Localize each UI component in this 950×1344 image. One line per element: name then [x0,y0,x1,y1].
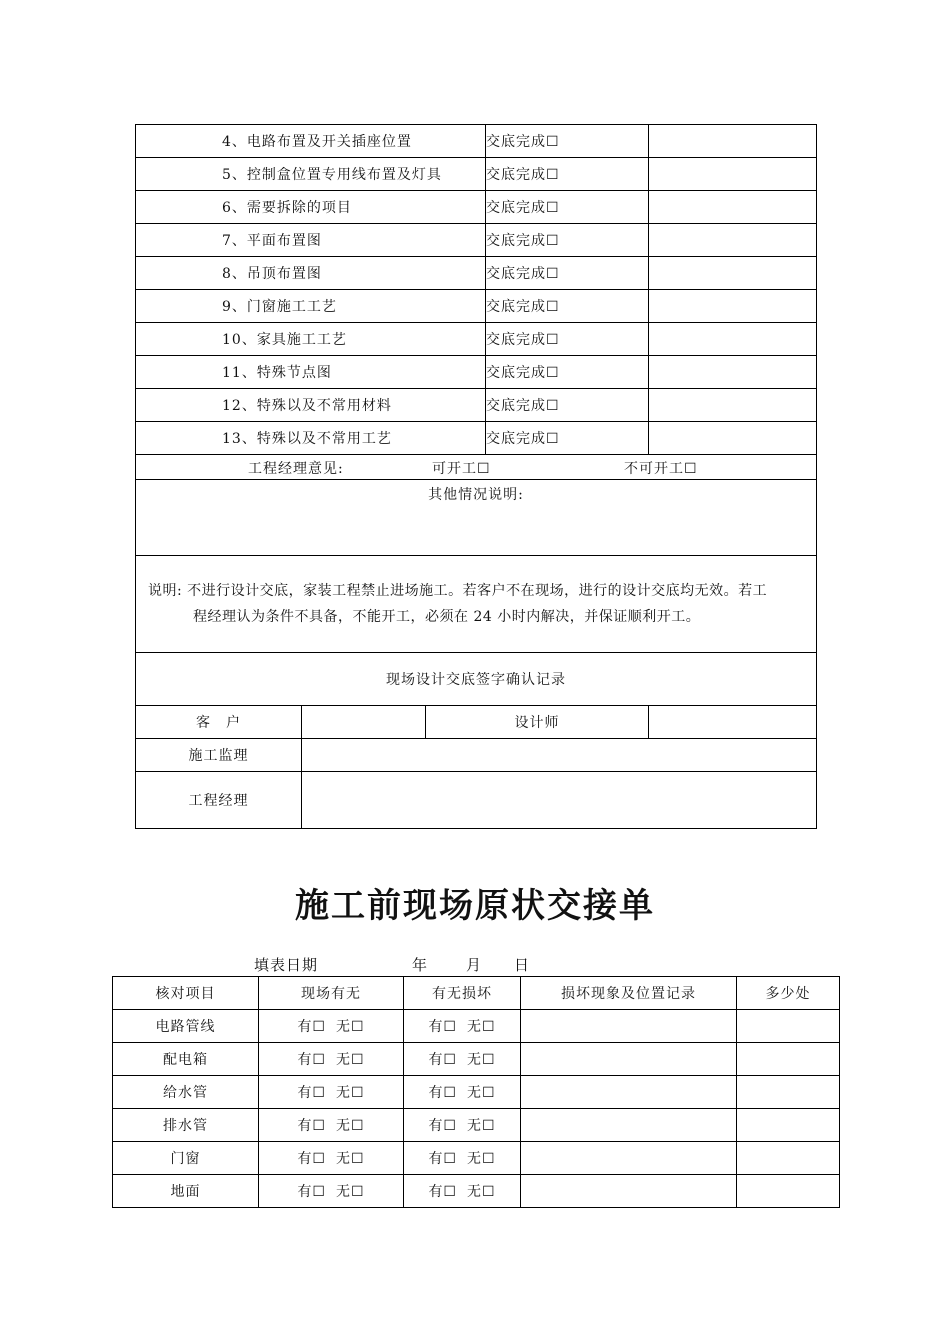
briefing-note-line-1: 说明: 不进行设计交底，家装工程禁止进场施工。若客户不在现场，进行的设计交底均无效。若工 [148,583,768,599]
briefing-item-row [136,422,817,455]
briefing-item-row [136,224,817,257]
signature-title-row [136,653,817,706]
damage-yes-checkbox[interactable]: 有☐ [428,1151,457,1167]
designer-label: 设计师 [426,706,649,739]
briefing-item-row [136,257,817,290]
other-notes-field[interactable] [136,480,817,556]
damage-no-checkbox[interactable]: 无☐ [467,1184,496,1200]
count-field[interactable] [737,1109,840,1142]
briefing-item-row [136,290,817,323]
briefing-remark-cell[interactable] [649,290,817,323]
handover-item-label: 电路管线 [113,1010,259,1043]
briefing-remark-cell[interactable] [649,257,817,290]
handover-row [113,1109,840,1142]
briefing-item-label: 7、平面布置图 [136,224,486,257]
count-field[interactable] [737,1175,840,1208]
briefing-remark-cell[interactable] [649,422,817,455]
customer-signature-field[interactable] [302,706,426,739]
briefing-item-row [136,158,817,191]
briefing-status-checkbox[interactable]: 交底完成☐ [486,323,649,356]
briefing-item-label: 6、需要拆除的项目 [136,191,486,224]
briefing-status-checkbox[interactable]: 交底完成☐ [486,422,649,455]
handover-item-label: 排水管 [113,1109,259,1142]
handover-table [112,976,840,1208]
count-field[interactable] [737,1010,840,1043]
can-start-checkbox[interactable]: 可开工☐ [432,461,491,477]
count-field[interactable] [737,1142,840,1175]
cannot-start-checkbox[interactable]: 不可开工☐ [624,461,698,477]
briefing-status-checkbox[interactable]: 交底完成☐ [486,158,649,191]
briefing-status-checkbox[interactable]: 交底完成☐ [486,191,649,224]
handover-title: 施工前现场原状交接单 [295,886,655,926]
briefing-remark-cell[interactable] [649,158,817,191]
header-check-item: 核对项目 [113,977,259,1010]
briefing-item-label: 11、特殊节点图 [136,356,486,389]
damage-record-field[interactable] [521,1010,737,1043]
damage-no-checkbox[interactable]: 无☐ [467,1151,496,1167]
supervisor-label: 施工监理 [136,739,302,772]
exists-yes-checkbox[interactable]: 有☐ [297,1052,326,1068]
header-damaged: 有无损坏 [404,977,521,1010]
signature-row-manager [136,772,817,829]
briefing-item-row [136,191,817,224]
briefing-status-checkbox[interactable]: 交底完成☐ [486,125,649,158]
damage-no-checkbox[interactable]: 无☐ [467,1052,496,1068]
manager-label: 工程经理 [136,772,302,829]
briefing-status-checkbox[interactable]: 交底完成☐ [486,356,649,389]
briefing-remark-cell[interactable] [649,389,817,422]
exists-no-checkbox[interactable]: 无☐ [336,1118,365,1134]
handover-item-label: 配电箱 [113,1043,259,1076]
handover-header-row [113,977,840,1010]
exists-yes-checkbox[interactable]: 有☐ [297,1184,326,1200]
signature-section-title: 现场设计交底签字确认记录 [136,653,817,706]
briefing-status-checkbox[interactable]: 交底完成☐ [486,290,649,323]
handover-item-label: 门窗 [113,1142,259,1175]
exists-no-checkbox[interactable]: 无☐ [336,1019,365,1035]
handover-row [113,1076,840,1109]
damage-record-field[interactable] [521,1142,737,1175]
signature-row-supervisor [136,739,817,772]
briefing-status-checkbox[interactable]: 交底完成☐ [486,389,649,422]
briefing-remark-cell[interactable] [649,323,817,356]
damage-yes-checkbox[interactable]: 有☐ [428,1019,457,1035]
briefing-status-checkbox[interactable]: 交底完成☐ [486,257,649,290]
handover-item-label: 地面 [113,1175,259,1208]
exists-yes-checkbox[interactable]: 有☐ [297,1118,326,1134]
supervisor-signature-field[interactable] [302,739,817,772]
briefing-item-label: 8、吊顶布置图 [136,257,486,290]
exists-no-checkbox[interactable]: 无☐ [336,1052,365,1068]
exists-no-checkbox[interactable]: 无☐ [336,1184,365,1200]
designer-signature-field[interactable] [649,706,817,739]
count-field[interactable] [737,1076,840,1109]
header-count: 多少处 [737,977,840,1010]
damage-yes-checkbox[interactable]: 有☐ [428,1184,457,1200]
briefing-item-label: 4、电路布置及开关插座位置 [136,125,486,158]
handover-row [113,1142,840,1175]
briefing-item-label: 5、控制盒位置专用线布置及灯具 [136,158,486,191]
customer-label: 客 户 [136,706,302,739]
other-notes-row [136,480,817,556]
manager-opinion-row [136,455,817,480]
year-label: 年 [412,956,429,974]
briefing-item-row [136,323,817,356]
briefing-item-label: 12、特殊以及不常用材料 [136,389,486,422]
damage-no-checkbox[interactable]: 无☐ [467,1085,496,1101]
damage-yes-checkbox[interactable]: 有☐ [428,1118,457,1134]
handover-row [113,1043,840,1076]
count-field[interactable] [737,1043,840,1076]
manager-signature-field[interactable] [302,772,817,829]
fill-date-label: 填表日期 [254,956,319,974]
exists-yes-checkbox[interactable]: 有☐ [297,1151,326,1167]
briefing-status-checkbox[interactable]: 交底完成☐ [486,224,649,257]
briefing-note-line-2: 程经理认为条件不具备，不能开工，必须在 24 小时内解决，并保证顺利开工。 [193,609,701,625]
signature-row-customer-designer [136,706,817,739]
day-label: 日 [514,956,531,974]
damage-yes-checkbox[interactable]: 有☐ [428,1085,457,1101]
briefing-remark-cell[interactable] [649,224,817,257]
manager-opinion-label: 工程经理意见: [248,461,344,477]
briefing-item-label: 13、特殊以及不常用工艺 [136,422,486,455]
exists-no-checkbox[interactable]: 无☐ [336,1151,365,1167]
handover-row [113,1175,840,1208]
briefing-remark-cell[interactable] [649,356,817,389]
briefing-item-label: 9、门窗施工工艺 [136,290,486,323]
damage-no-checkbox[interactable]: 无☐ [467,1118,496,1134]
design-briefing-table [135,124,817,829]
exists-yes-checkbox[interactable]: 有☐ [297,1085,326,1101]
briefing-item-label: 10、家具施工工艺 [136,323,486,356]
damage-no-checkbox[interactable]: 无☐ [467,1019,496,1035]
handover-row [113,1010,840,1043]
month-label: 月 [466,956,483,974]
briefing-note [136,578,816,630]
exists-yes-checkbox[interactable]: 有☐ [297,1019,326,1035]
briefing-item-row [136,125,817,158]
briefing-item-row [136,389,817,422]
header-damage-record: 损坏现象及位置记录 [521,977,737,1010]
damage-yes-checkbox[interactable]: 有☐ [428,1052,457,1068]
damage-record-field[interactable] [521,1175,737,1208]
damage-record-field[interactable] [521,1109,737,1142]
briefing-remark-cell[interactable] [649,191,817,224]
note-row [136,556,817,653]
briefing-item-row [136,356,817,389]
damage-record-field[interactable] [521,1076,737,1109]
exists-no-checkbox[interactable]: 无☐ [336,1085,365,1101]
other-notes-label: 其他情况说明: [428,487,524,503]
briefing-remark-cell[interactable] [649,125,817,158]
header-exists: 现场有无 [259,977,404,1010]
handover-item-label: 给水管 [113,1076,259,1109]
damage-record-field[interactable] [521,1043,737,1076]
